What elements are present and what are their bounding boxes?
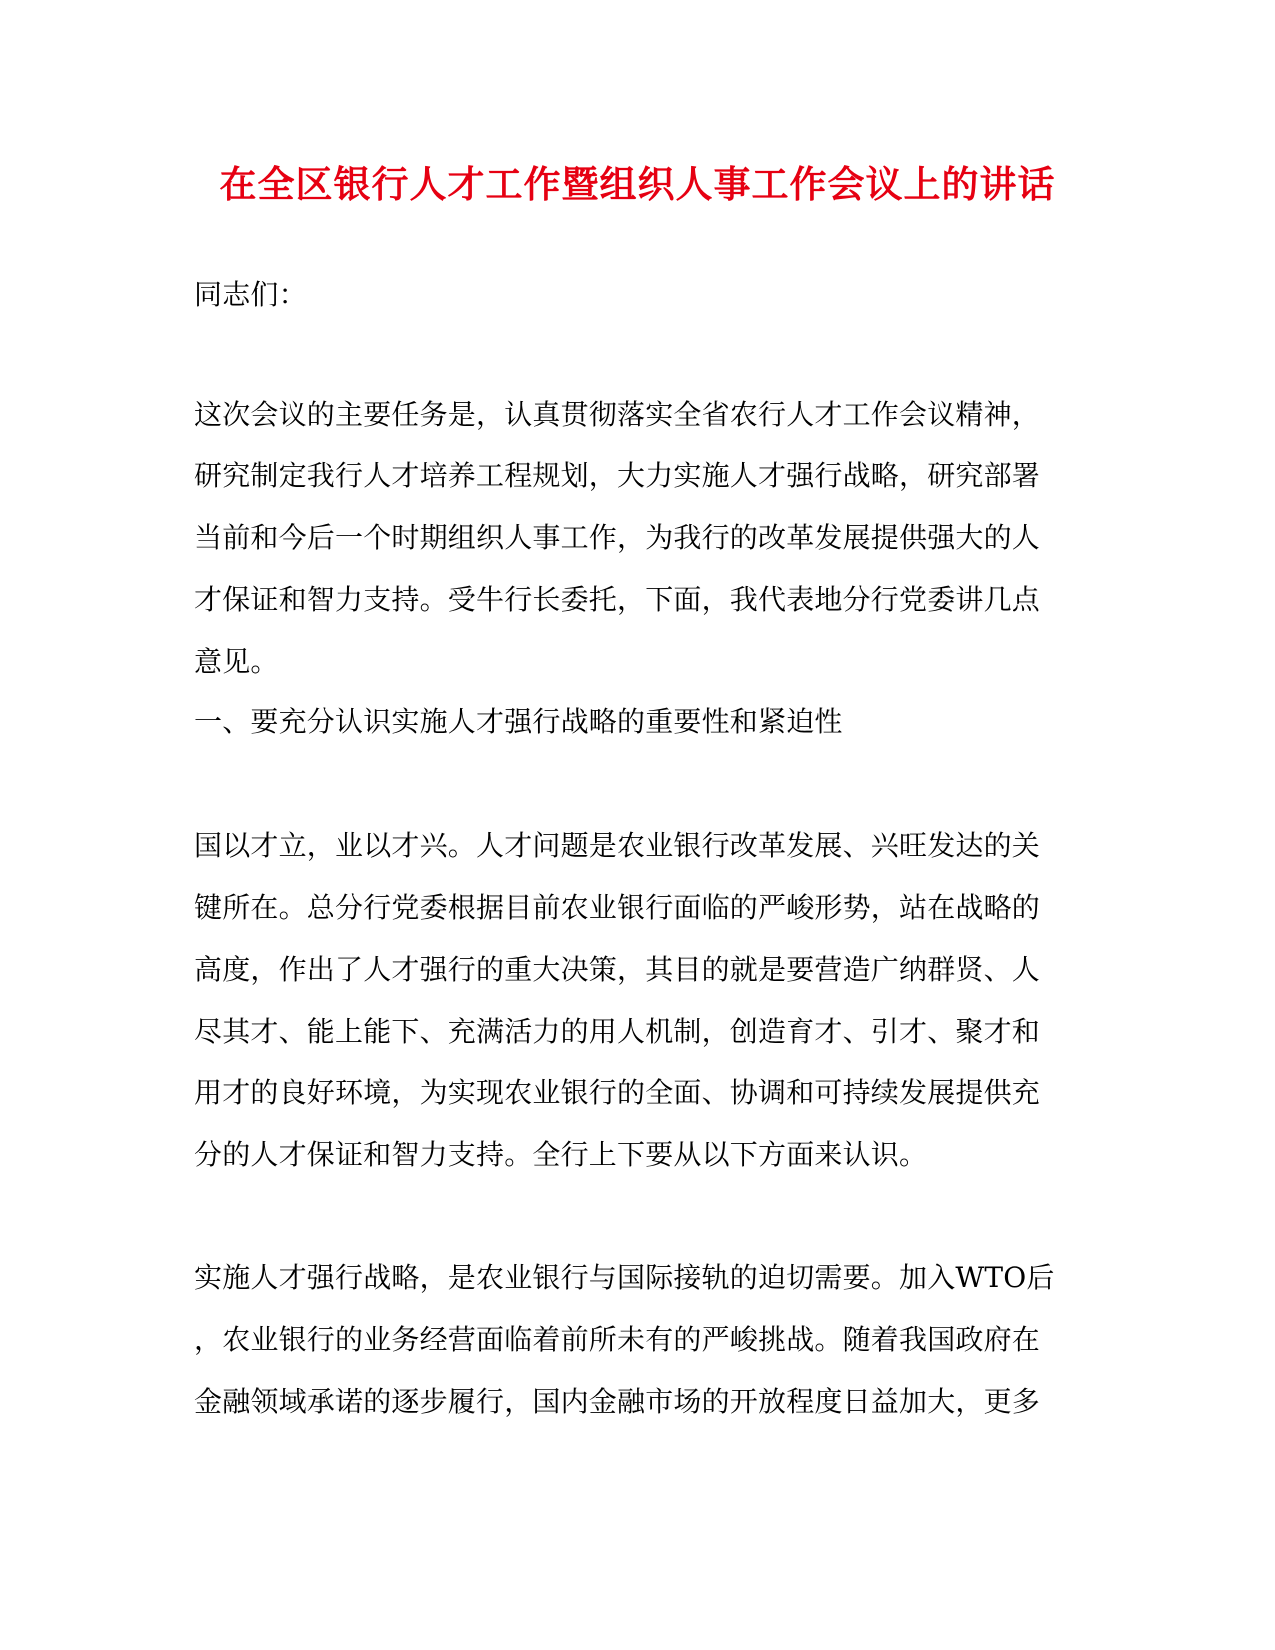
paragraph-line: 当前和今后一个时期组织人事工作，为我行的改革发展提供强大的人 [194, 521, 1041, 554]
paragraph-line: 国以才立，业以才兴。人才问题是农业银行改革发展、兴旺发达的关 [194, 829, 1041, 862]
paragraph-line: 这次会议的主要任务是，认真贯彻落实全省农行人才工作会议精神， [194, 398, 1041, 431]
salutation: 同志们： [194, 278, 307, 311]
paragraph-line: 键所在。总分行党委根据目前农业银行面临的严峻形势，站在战略的 [194, 891, 1041, 924]
paragraph-line: 金融领域承诺的逐步履行，国内金融市场的开放程度日益加大，更多 [194, 1385, 1041, 1418]
paragraph-line: 分的人才保证和智力支持。全行上下要从以下方面来认识。 [194, 1138, 928, 1171]
paragraph-line: 尽其才、能上能下、充满活力的用人机制，创造育才、引才、聚才和 [194, 1015, 1041, 1048]
paragraph-line: 研究制定我行人才培养工程规划，大力实施人才强行战略，研究部署 [194, 459, 1041, 492]
section-heading: 一、要充分认识实施人才强行战略的重要性和紧迫性 [194, 705, 843, 738]
paragraph-line: 意见。 [194, 645, 279, 678]
paragraph-line: 高度，作出了人才强行的重大决策，其目的就是要营造广纳群贤、人 [194, 953, 1041, 986]
paragraph-line: 用才的良好环境，为实现农业银行的全面、协调和可持续发展提供充 [194, 1076, 1041, 1109]
paragraph-line: 实施人才强行战略，是农业银行与国际接轨的迫切需要。加入WTO后 [194, 1261, 1055, 1294]
document-title: 在全区银行人才工作暨组织人事工作会议上的讲话 [219, 162, 1056, 206]
paragraph-line: ，农业银行的业务经营面临着前所未有的严峻挑战。随着我国政府在 [194, 1323, 1041, 1356]
paragraph-line: 才保证和智力支持。受牛行长委托，下面，我代表地分行党委讲几点 [194, 583, 1041, 616]
